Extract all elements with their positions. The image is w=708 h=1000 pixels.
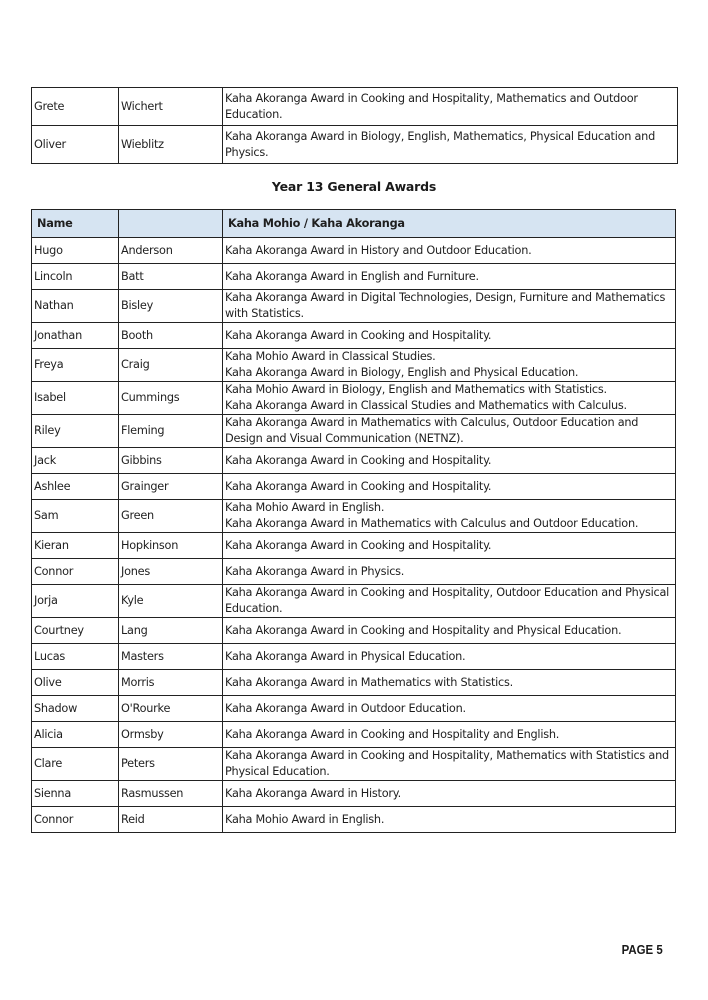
award-line: Kaha Akoranga Award in Cooking and Hospitality. — [225, 479, 492, 493]
award-cell — [223, 722, 676, 748]
first-name-cell: Freya — [32, 349, 119, 382]
last-name-cell: Masters — [119, 644, 223, 670]
header-award: Kaha Mohio / Kaha Akoranga — [223, 210, 676, 238]
award-line: Kaha Akoranga Award in Mathematics with Calculus, Outdoor Education and Design and Visual Communication (NETNZ). — [225, 416, 639, 445]
first-name-cell: Shadow — [32, 696, 119, 722]
last-name-cell: Wieblitz — [119, 126, 223, 164]
first-name-cell: Sam — [32, 500, 119, 533]
award-line: Kaha Mohio Award in Biology, English and Mathematics with Statistics. — [225, 383, 607, 396]
table-row — [32, 644, 676, 670]
award-cell — [223, 126, 678, 164]
award-line: Kaha Akoranga Award in Biology, English and Physical Education. — [225, 366, 579, 379]
first-name-cell: Ashlee — [32, 474, 119, 500]
award-cell — [223, 559, 676, 585]
award-line: Kaha Akoranga Award in Outdoor Education. — [225, 701, 466, 715]
last-name-cell: Jones — [119, 559, 223, 585]
award-cell — [223, 448, 676, 474]
first-name-cell: Jorja — [32, 585, 119, 618]
award-cell — [223, 533, 676, 559]
first-name-cell: Jack — [32, 448, 119, 474]
first-name-cell: Kieran — [32, 533, 119, 559]
award-line: Kaha Akoranga Award in English and Furniture. — [225, 269, 479, 283]
award-cell — [223, 618, 676, 644]
award-line: Kaha Akoranga Award in Digital Technologies, Design, Furniture and Mathematics with Statistics. — [225, 291, 666, 320]
first-name-cell: Hugo — [32, 238, 119, 264]
first-name-cell: Nathan — [32, 290, 119, 323]
award-line: Kaha Akoranga Award in Classical Studies and Mathematics with Calculus. — [225, 399, 627, 412]
table-row — [32, 323, 676, 349]
award-cell — [223, 500, 676, 533]
award-line: Kaha Mohio Award in Classical Studies. — [225, 350, 436, 363]
award-line: Kaha Akoranga Award in Biology, English, Mathematics, Physical Education and Physics. — [225, 129, 656, 159]
last-name-cell: Ormsby — [119, 722, 223, 748]
last-name-cell: Rasmussen — [119, 781, 223, 807]
first-name-cell: Jonathan — [32, 323, 119, 349]
year13-awards-table — [31, 209, 676, 833]
award-line: Kaha Akoranga Award in Mathematics with Statistics. — [225, 675, 513, 689]
last-name-cell: O'Rourke — [119, 696, 223, 722]
table-row — [32, 126, 678, 164]
award-cell — [223, 238, 676, 264]
table-row — [32, 474, 676, 500]
last-name-cell: Morris — [119, 670, 223, 696]
last-name-cell: Batt — [119, 264, 223, 290]
last-name-cell: Bisley — [119, 290, 223, 323]
last-name-cell: Gibbins — [119, 448, 223, 474]
first-name-cell: Sienna — [32, 781, 119, 807]
table-row — [32, 722, 676, 748]
last-name-cell: Grainger — [119, 474, 223, 500]
table-row — [32, 238, 676, 264]
last-name-cell: Anderson — [119, 238, 223, 264]
section-title: Year 13 General Awards — [271, 179, 437, 194]
award-line: Kaha Mohio Award in English. — [225, 501, 385, 514]
award-line: Kaha Akoranga Award in Mathematics with Calculus and Outdoor Education. — [225, 517, 639, 530]
table-row — [32, 349, 676, 382]
first-name-cell: Isabel — [32, 382, 119, 415]
first-name-cell: Grete — [32, 88, 119, 126]
award-cell — [223, 807, 676, 833]
award-line: Kaha Akoranga Award in History and Outdoor Education. — [225, 243, 532, 257]
award-cell — [223, 323, 676, 349]
table-row — [32, 448, 676, 474]
table-row — [32, 290, 676, 323]
award-line: Kaha Akoranga Award in Cooking and Hospitality, Mathematics with Statistics and Physical Education. — [225, 749, 669, 778]
last-name-cell: Cummings — [119, 382, 223, 415]
last-name-cell: Green — [119, 500, 223, 533]
award-cell — [223, 474, 676, 500]
award-cell — [223, 781, 676, 807]
first-name-cell: Riley — [32, 415, 119, 448]
award-cell — [223, 88, 678, 126]
table-header-row — [32, 210, 676, 238]
award-cell — [223, 644, 676, 670]
table-row — [32, 533, 676, 559]
header-name: Name — [32, 210, 119, 238]
award-cell — [223, 585, 676, 618]
award-line: Kaha Akoranga Award in Cooking and Hospitality and Physical Education. — [225, 623, 622, 637]
table-row — [32, 807, 676, 833]
table-row — [32, 618, 676, 644]
award-line: Kaha Akoranga Award in History. — [225, 786, 401, 800]
table-row — [32, 748, 676, 781]
first-name-cell: Oliver — [32, 126, 119, 164]
table-row — [32, 415, 676, 448]
table-row — [32, 264, 676, 290]
continued-awards-body — [32, 88, 678, 164]
first-name-cell: Clare — [32, 748, 119, 781]
table-row — [32, 670, 676, 696]
award-line: Kaha Akoranga Award in Cooking and Hospitality, Mathematics and Outdoor Education. — [225, 91, 638, 121]
last-name-cell: Peters — [119, 748, 223, 781]
first-name-cell: Lincoln — [32, 264, 119, 290]
award-line: Kaha Akoranga Award in Cooking and Hospitality. — [225, 328, 492, 342]
award-line: Kaha Akoranga Award in Cooking and Hospitality. — [225, 538, 492, 552]
award-cell — [223, 415, 676, 448]
continued-awards-table — [31, 87, 678, 164]
first-name-cell: Lucas — [32, 644, 119, 670]
first-name-cell: Connor — [32, 559, 119, 585]
table-row — [32, 88, 678, 126]
table-row — [32, 500, 676, 533]
header-last-name — [119, 210, 223, 238]
table-row — [32, 696, 676, 722]
last-name-cell: Kyle — [119, 585, 223, 618]
award-cell — [223, 670, 676, 696]
table-row — [32, 585, 676, 618]
award-cell — [223, 349, 676, 382]
award-cell — [223, 290, 676, 323]
year13-awards-body — [32, 238, 676, 833]
table-row — [32, 559, 676, 585]
first-name-cell: Alicia — [32, 722, 119, 748]
page-number: PAGE 5 — [621, 942, 663, 957]
first-name-cell: Connor — [32, 807, 119, 833]
last-name-cell: Reid — [119, 807, 223, 833]
award-line: Kaha Akoranga Award in Cooking and Hospitality. — [225, 453, 492, 467]
award-cell — [223, 696, 676, 722]
award-line: Kaha Akoranga Award in Physical Education. — [225, 649, 466, 663]
first-name-cell: Olive — [32, 670, 119, 696]
last-name-cell: Booth — [119, 323, 223, 349]
award-line: Kaha Akoranga Award in Physics. — [225, 564, 405, 578]
last-name-cell: Lang — [119, 618, 223, 644]
first-name-cell: Courtney — [32, 618, 119, 644]
last-name-cell: Craig — [119, 349, 223, 382]
award-cell — [223, 382, 676, 415]
last-name-cell: Wichert — [119, 88, 223, 126]
award-line: Kaha Akoranga Award in Cooking and Hospitality, Outdoor Education and Physical Education. — [225, 586, 670, 615]
award-line: Kaha Akoranga Award in Cooking and Hospitality and English. — [225, 727, 560, 741]
award-line: Kaha Mohio Award in English. — [225, 812, 385, 826]
table-row — [32, 781, 676, 807]
last-name-cell: Hopkinson — [119, 533, 223, 559]
award-cell — [223, 748, 676, 781]
last-name-cell: Fleming — [119, 415, 223, 448]
award-cell — [223, 264, 676, 290]
table-row — [32, 382, 676, 415]
